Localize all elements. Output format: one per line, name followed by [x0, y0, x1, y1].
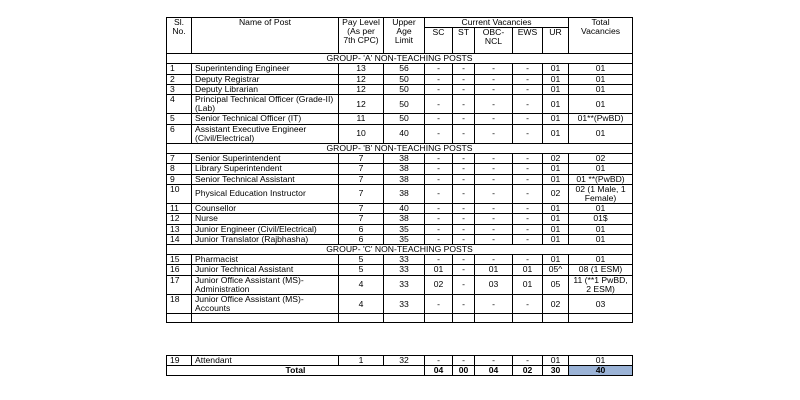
cell-pay-level: 7: [339, 204, 384, 214]
table-row: [167, 154, 633, 164]
cell-st: -: [453, 265, 475, 275]
cell-sl: 15: [167, 255, 192, 265]
cell-ews: -: [513, 74, 543, 84]
empty-cell: [167, 314, 192, 323]
cell-sl: 3: [167, 84, 192, 94]
table-row: [167, 275, 633, 294]
cell-sc: -: [425, 154, 453, 164]
cell-ews: 01: [513, 275, 543, 294]
cell-sc: -: [425, 164, 453, 174]
cell-total: 08 (1 ESM): [569, 265, 633, 275]
cell-post-name: Assistant Executive Engineer (Civil/Electrical): [192, 124, 339, 143]
header-total-vacancies: Total Vacancies: [569, 18, 633, 54]
cell-obc: -: [475, 124, 513, 143]
cell-obc: -: [475, 164, 513, 174]
cell-st: -: [453, 64, 475, 74]
empty-cell: [339, 314, 384, 323]
table-row: [167, 174, 633, 184]
total-sc: 04: [425, 366, 453, 376]
group-title: GROUP- 'A' NON-TEACHING POSTS: [167, 54, 633, 64]
cell-sl: 11: [167, 204, 192, 214]
cell-sc: -: [425, 114, 453, 124]
cell-sl: 17: [167, 275, 192, 294]
cell-ur: 01: [543, 174, 569, 184]
cell-st: -: [453, 255, 475, 265]
cell-post-name: Junior Office Assistant (MS)-Accounts: [192, 295, 339, 314]
cell-ur: 02: [543, 184, 569, 203]
cell-obc: -: [475, 255, 513, 265]
cell-ews: -: [513, 64, 543, 74]
cell-sl: 14: [167, 234, 192, 244]
header-current-vacancies: Current Vacancies: [425, 18, 569, 28]
cell-obc: -: [475, 84, 513, 94]
cell-pay-level: 1: [339, 356, 384, 366]
cell-ur: 05: [543, 275, 569, 294]
table-row: [167, 124, 633, 143]
cell-age-limit: 32: [384, 356, 425, 366]
cell-sc: 01: [425, 265, 453, 275]
cell-st: -: [453, 204, 475, 214]
cell-sl: 12: [167, 214, 192, 224]
cell-total: 01 **(PwBD): [569, 174, 633, 184]
cell-st: -: [453, 275, 475, 294]
table-row: [167, 84, 633, 94]
cell-age-limit: 50: [384, 114, 425, 124]
cell-ews: -: [513, 255, 543, 265]
vacancy-table: [166, 17, 633, 323]
cell-ews: -: [513, 124, 543, 143]
cell-sc: -: [425, 124, 453, 143]
cell-ur: 01: [543, 255, 569, 265]
group-header-row: [167, 144, 633, 154]
cell-sl: 2: [167, 74, 192, 84]
header-obc: OBC-NCL: [475, 28, 513, 54]
cell-age-limit: 38: [384, 184, 425, 203]
cell-ews: -: [513, 164, 543, 174]
cell-total: 01: [569, 84, 633, 94]
cell-post-name: Counsellor: [192, 204, 339, 214]
cell-sc: -: [425, 224, 453, 234]
cell-obc: -: [475, 204, 513, 214]
cell-post-name: Superintending Engineer: [192, 64, 339, 74]
cell-st: -: [453, 74, 475, 84]
cell-post-name: Junior Office Assistant (MS)-Administration: [192, 275, 339, 294]
cell-post-name: Library Superintendent: [192, 164, 339, 174]
cell-age-limit: 50: [384, 95, 425, 114]
cell-age-limit: 35: [384, 234, 425, 244]
cell-ur: 01: [543, 214, 569, 224]
cell-post-name: Deputy Librarian: [192, 84, 339, 94]
table-row: [167, 204, 633, 214]
cell-sc: -: [425, 84, 453, 94]
cell-age-limit: 38: [384, 164, 425, 174]
total-ews: 02: [513, 366, 543, 376]
cell-st: -: [453, 114, 475, 124]
cell-ur: 01: [543, 204, 569, 214]
empty-cell: [475, 314, 513, 323]
cell-obc: 01: [475, 265, 513, 275]
cell-post-name: Senior Technical Officer (IT): [192, 114, 339, 124]
cell-ur: 01: [543, 356, 569, 366]
cell-obc: -: [475, 95, 513, 114]
cell-sl: 5: [167, 114, 192, 124]
header-sl-no: Sl. No.: [167, 18, 192, 54]
cell-sc: -: [425, 214, 453, 224]
cell-post-name: Junior Engineer (Civil/Electrical): [192, 224, 339, 234]
cell-post-name: Principal Technical Officer (Grade-II) (Lab): [192, 95, 339, 114]
cell-age-limit: 33: [384, 275, 425, 294]
table-row: [167, 95, 633, 114]
empty-cell: [513, 314, 543, 323]
header-ews: EWS: [513, 28, 543, 54]
cell-obc: -: [475, 114, 513, 124]
header-name-of-post: Name of Post: [192, 18, 339, 54]
cell-sl: 7: [167, 154, 192, 164]
cell-ews: -: [513, 295, 543, 314]
cell-post-name: Junior Translator (Rajbhasha): [192, 234, 339, 244]
table-row: [167, 234, 633, 244]
cell-sl: 4: [167, 95, 192, 114]
cell-sc: -: [425, 174, 453, 184]
cell-sc: -: [425, 64, 453, 74]
cell-age-limit: 33: [384, 265, 425, 275]
cell-total: 01: [569, 255, 633, 265]
empty-cell: [384, 314, 425, 323]
cell-st: -: [453, 84, 475, 94]
table-row: [167, 224, 633, 234]
group-header-row: [167, 54, 633, 64]
cell-obc: -: [475, 295, 513, 314]
cell-ur: 02: [543, 154, 569, 164]
cell-st: -: [453, 224, 475, 234]
cell-ews: -: [513, 224, 543, 234]
cell-ur: 01: [543, 114, 569, 124]
cell-pay-level: 4: [339, 295, 384, 314]
total-vacancies: 40: [569, 366, 633, 376]
cell-ews: -: [513, 84, 543, 94]
cell-total: 02: [569, 154, 633, 164]
cell-st: -: [453, 95, 475, 114]
cell-sl: 18: [167, 295, 192, 314]
cell-st: -: [453, 295, 475, 314]
vacancy-table-continuation: [166, 355, 633, 376]
cell-pay-level: 7: [339, 184, 384, 203]
cell-pay-level: 13: [339, 64, 384, 74]
cell-obc: -: [475, 356, 513, 366]
cell-total: 01: [569, 234, 633, 244]
cell-ews: -: [513, 356, 543, 366]
cell-ur: 01: [543, 64, 569, 74]
cell-pay-level: 4: [339, 275, 384, 294]
header-sc: SC: [425, 28, 453, 54]
cell-age-limit: 35: [384, 224, 425, 234]
cell-st: -: [453, 154, 475, 164]
cell-ur: 01: [543, 234, 569, 244]
cell-obc: -: [475, 74, 513, 84]
cell-st: -: [453, 124, 475, 143]
cell-total: 01: [569, 64, 633, 74]
group-title: GROUP- 'B' NON-TEACHING POSTS: [167, 144, 633, 154]
cell-post-name: Attendant: [192, 356, 339, 366]
table-row: [167, 164, 633, 174]
cell-sc: -: [425, 184, 453, 203]
cell-ur: 01: [543, 95, 569, 114]
cell-age-limit: 50: [384, 74, 425, 84]
cell-sc: -: [425, 204, 453, 214]
cell-post-name: Senior Superintendent: [192, 154, 339, 164]
cell-ur: 01: [543, 224, 569, 234]
cell-total: 01$: [569, 214, 633, 224]
cell-sl: 19: [167, 356, 192, 366]
cell-ur: 01: [543, 74, 569, 84]
header-ur: UR: [543, 28, 569, 54]
total-st: 00: [453, 366, 475, 376]
cell-pay-level: 12: [339, 95, 384, 114]
table-row: [167, 214, 633, 224]
cell-total: 01: [569, 204, 633, 214]
total-row: [167, 366, 633, 376]
cell-ews: -: [513, 234, 543, 244]
cell-st: -: [453, 184, 475, 203]
cell-st: -: [453, 234, 475, 244]
cell-obc: -: [475, 154, 513, 164]
cell-obc: -: [475, 184, 513, 203]
cell-post-name: Senior Technical Assistant: [192, 174, 339, 184]
cell-obc: -: [475, 64, 513, 74]
header-pay-level: Pay Level (As per 7th CPC): [339, 18, 384, 54]
cell-ews: -: [513, 174, 543, 184]
cell-age-limit: 40: [384, 204, 425, 214]
empty-row: [167, 314, 633, 323]
cell-ur: 05^: [543, 265, 569, 275]
cell-total: 01: [569, 124, 633, 143]
cell-total: 11 (**1 PwBD, 2 ESM): [569, 275, 633, 294]
cell-pay-level: 12: [339, 84, 384, 94]
cell-post-name: Physical Education Instructor: [192, 184, 339, 203]
cell-sc: -: [425, 74, 453, 84]
cell-sl: 10: [167, 184, 192, 203]
cell-ews: -: [513, 204, 543, 214]
cell-sc: -: [425, 255, 453, 265]
cell-age-limit: 33: [384, 295, 425, 314]
cell-sl: 9: [167, 174, 192, 184]
cell-sl: 6: [167, 124, 192, 143]
group-title: GROUP- 'C' NON-TEACHING POSTS: [167, 245, 633, 255]
cell-pay-level: 6: [339, 224, 384, 234]
cell-ur: 02: [543, 295, 569, 314]
cell-pay-level: 5: [339, 255, 384, 265]
table-row: [167, 295, 633, 314]
empty-cell: [453, 314, 475, 323]
cell-total: 01: [569, 95, 633, 114]
cell-total: 01**(PwBD): [569, 114, 633, 124]
cell-ews: -: [513, 154, 543, 164]
cell-pay-level: 5: [339, 265, 384, 275]
cell-age-limit: 38: [384, 214, 425, 224]
empty-cell: [425, 314, 453, 323]
cell-post-name: Nurse: [192, 214, 339, 224]
empty-cell: [543, 314, 569, 323]
cell-pay-level: 7: [339, 154, 384, 164]
cell-sl: 13: [167, 224, 192, 234]
cell-post-name: Deputy Registrar: [192, 74, 339, 84]
cell-pay-level: 11: [339, 114, 384, 124]
cell-sl: 8: [167, 164, 192, 174]
cell-age-limit: 56: [384, 64, 425, 74]
total-obc: 04: [475, 366, 513, 376]
total-ur: 30: [543, 366, 569, 376]
cell-ews: -: [513, 114, 543, 124]
total-label: Total: [167, 366, 425, 376]
cell-sc: -: [425, 356, 453, 366]
table-row: [167, 184, 633, 203]
cell-total: 01: [569, 74, 633, 84]
empty-cell: [569, 314, 633, 323]
cell-ews: 01: [513, 265, 543, 275]
header-st: ST: [453, 28, 475, 54]
cell-st: -: [453, 164, 475, 174]
cell-ews: -: [513, 184, 543, 203]
cell-pay-level: 12: [339, 74, 384, 84]
table-row: [167, 265, 633, 275]
cell-sl: 1: [167, 64, 192, 74]
cell-st: -: [453, 214, 475, 224]
cell-total: 01: [569, 356, 633, 366]
cell-sl: 16: [167, 265, 192, 275]
cell-ews: -: [513, 95, 543, 114]
table-row: [167, 114, 633, 124]
cell-pay-level: 7: [339, 164, 384, 174]
cell-pay-level: 7: [339, 174, 384, 184]
cell-pay-level: 7: [339, 214, 384, 224]
cell-total: 03: [569, 295, 633, 314]
cell-obc: -: [475, 214, 513, 224]
cell-age-limit: 38: [384, 174, 425, 184]
cell-st: -: [453, 356, 475, 366]
cell-st: -: [453, 174, 475, 184]
cell-age-limit: 50: [384, 84, 425, 94]
group-header-row: [167, 245, 633, 255]
cell-ur: 01: [543, 84, 569, 94]
cell-sc: 02: [425, 275, 453, 294]
cell-ur: 01: [543, 124, 569, 143]
cell-obc: -: [475, 234, 513, 244]
cell-obc: -: [475, 174, 513, 184]
cell-pay-level: 6: [339, 234, 384, 244]
header-age-limit: Upper Age Limit: [384, 18, 425, 54]
cell-pay-level: 10: [339, 124, 384, 143]
cell-sc: -: [425, 95, 453, 114]
cell-obc: -: [475, 224, 513, 234]
cell-sc: -: [425, 234, 453, 244]
cell-total: 01: [569, 164, 633, 174]
cell-post-name: Pharmacist: [192, 255, 339, 265]
cell-sc: -: [425, 295, 453, 314]
empty-cell: [192, 314, 339, 323]
cell-post-name: Junior Technical Assistant: [192, 265, 339, 275]
cell-obc: 03: [475, 275, 513, 294]
cell-age-limit: 33: [384, 255, 425, 265]
header-row-1: [167, 18, 633, 28]
cell-age-limit: 40: [384, 124, 425, 143]
cell-total: 02 (1 Male, 1 Female): [569, 184, 633, 203]
table-row: [167, 255, 633, 265]
cell-age-limit: 38: [384, 154, 425, 164]
table-row: [167, 64, 633, 74]
table-row: [167, 74, 633, 84]
cell-ews: -: [513, 214, 543, 224]
cell-ur: 01: [543, 164, 569, 174]
cell-total: 01: [569, 224, 633, 234]
table-row: [167, 356, 633, 366]
